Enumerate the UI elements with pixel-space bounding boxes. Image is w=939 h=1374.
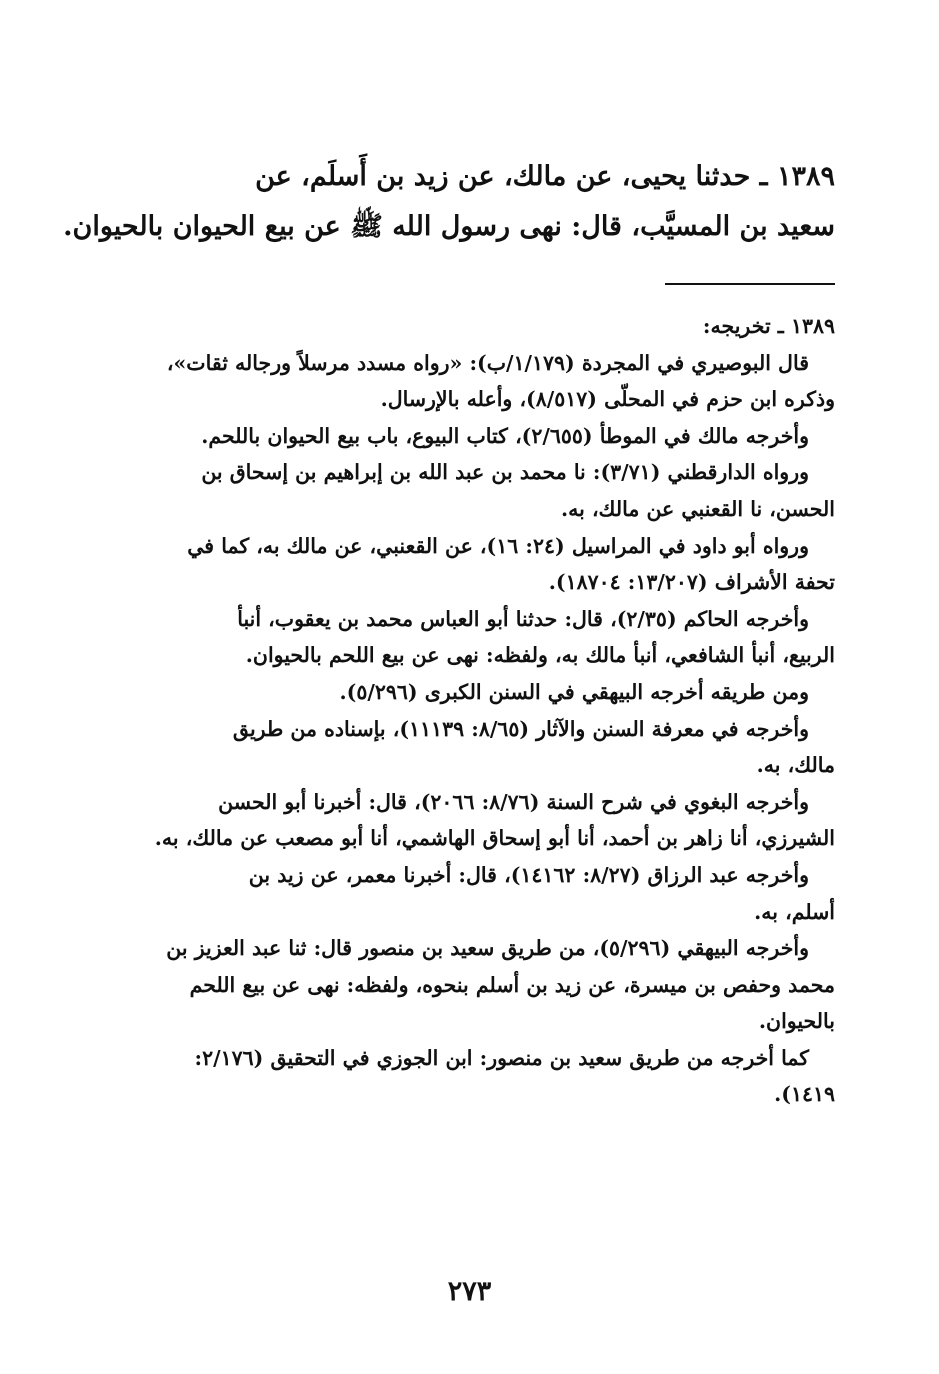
takhrij-notes xyxy=(106,308,835,1113)
note-line: أسلم، به. xyxy=(754,899,835,924)
note-line: وأخرجه البغوي في شرح السنة (٨/٧٦: ٢٠٦٦)، قال: أخبرنا أبو الحسن xyxy=(218,789,809,814)
note-line: بالحيوان. xyxy=(758,1009,835,1034)
note-paragraph xyxy=(106,454,835,527)
note-line: الربيع، أنبأ الشافعي، أنبأ مالك به، ولفظه: نهى عن بيع اللحم بالحيوان. xyxy=(245,643,835,668)
note-paragraph xyxy=(106,601,835,674)
note-paragraph xyxy=(106,345,835,418)
note-paragraph xyxy=(106,930,835,1040)
note-line: ١٤١٩). xyxy=(774,1082,835,1107)
hadith-text xyxy=(63,152,835,252)
note-line: وذكره ابن حزم في المحلّى (٨/٥١٧)، وأعله بالإرسال. xyxy=(380,387,835,412)
notes-heading: ١٣٨٩ ـ تخريجه: xyxy=(702,314,835,338)
note-line: مالك، به. xyxy=(756,753,835,778)
note-line: وأخرجه البيهقي (٥/٢٩٦)، من طريق سعيد بن منصور قال: ثنا عبد العزيز بن xyxy=(166,936,809,961)
note-line: الحسن، نا القعنبي عن مالك، به. xyxy=(560,496,835,521)
note-paragraph xyxy=(106,528,835,601)
note-line: وأخرجه في معرفة السنن والآثار (٨/٦٥: ١١١٣٩)، بإسناده من طريق xyxy=(232,716,809,741)
note-line: وأخرجه الحاكم (٢/٣٥)، قال: حدثنا أبو العباس محمد بن يعقوب، أنبأ xyxy=(237,606,809,631)
note-line: تحفة الأشراف (١٣/٢٠٧: ١٨٧٠٤). xyxy=(548,570,835,595)
note-line: وأخرجه مالك في الموطأ (٢/٦٥٥)، كتاب البيوع، باب بيع الحيوان باللحم. xyxy=(201,423,809,448)
note-paragraph xyxy=(106,418,835,455)
note-line: ورواه أبو داود في المراسيل (٢٤: ١٦)، عن القعنبي، عن مالك به، كما في xyxy=(187,533,809,558)
hadith-line: سعيد بن المسيَّب، قال: نهى رسول الله ﷺ عن بيع الحيوان بالحيوان. xyxy=(63,211,835,242)
footnote-separator xyxy=(665,283,835,285)
note-paragraph xyxy=(106,857,835,930)
note-line: وأخرجه عبد الرزاق (٨/٢٧: ١٤١٦٢)، قال: أخبرنا معمر، عن زيد بن xyxy=(248,862,809,887)
note-line: ومن طريقه أخرجه البيهقي في السنن الكبرى (٥/٢٩٦). xyxy=(339,679,809,704)
hadith-line: ١٣٨٩ ـ حدثنا يحيى، عن مالك، عن زيد بن أَسلَم، عن xyxy=(255,161,835,192)
note-line: ورواه الدارقطني (٣/٧١): نا محمد بن عبد الله بن إبراهيم بن إسحاق بن xyxy=(201,460,809,485)
note-paragraph xyxy=(106,784,835,857)
note-line: محمد وحفص بن ميسرة، عن زيد بن أسلم بنحوه، ولفظه: نهى عن بيع اللحم xyxy=(189,972,835,997)
note-paragraph xyxy=(106,674,835,711)
note-paragraph xyxy=(106,711,835,784)
page-number: ٢٧٣ xyxy=(447,1276,492,1307)
note-line: كما أخرجه من طريق سعيد بن منصور: ابن الجوزي في التحقيق (٢/١٧٦: xyxy=(194,1045,809,1070)
note-paragraph xyxy=(106,1040,835,1113)
note-line: قال البوصيري في المجردة (١/١٧٩/ب): «رواه مسدد مرسلاً ورجاله ثقات»، xyxy=(166,350,809,375)
note-line: الشيرزي، أنا زاهر بن أحمد، أنا أبو إسحاق الهاشمي، أنا أبو مصعب عن مالك، به. xyxy=(154,826,835,851)
